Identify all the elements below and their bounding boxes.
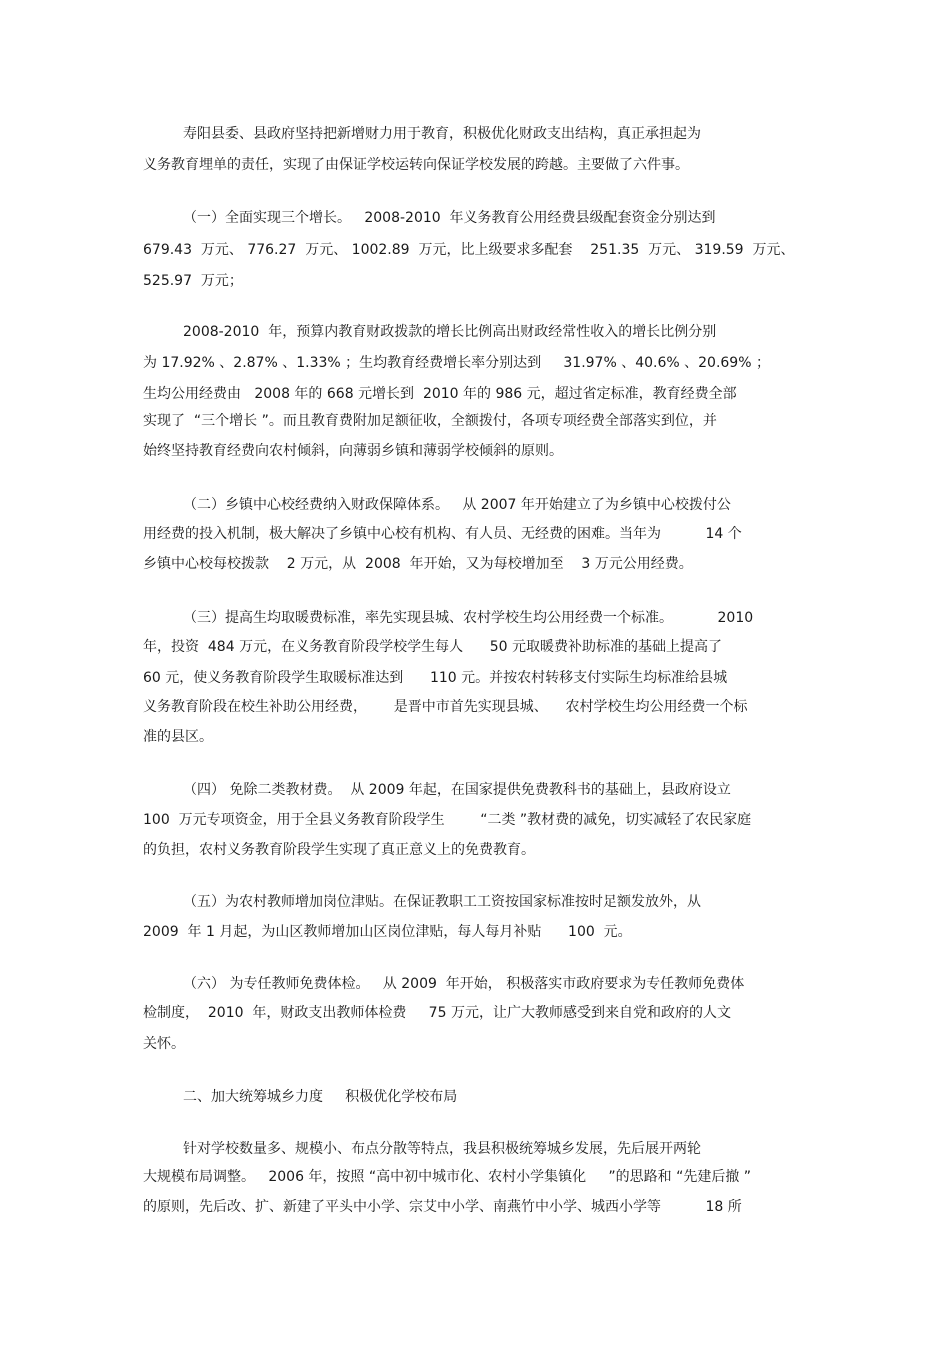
item-5-line-2: 2009 年 1 月起，为山区教师增加山区岗位津贴，每人每月补贴 100 元。: [143, 924, 632, 940]
section-2-para-line-3: 的原则，先后改、扩、新建了平头中小学、宗艾中小学、南燕竹中小学、城西小学等 18 所: [143, 1199, 742, 1215]
item-1-para-2-line-3: 生均公用经费由 2008 年的 668 元增长到 2010 年的 986 元，超过省定标准，教育经费全部: [143, 386, 737, 402]
item-1-heading-line: （一）全面实现三个增长。 2008-2010 年义务教育公用经费县级配套资金分别达到: [183, 210, 716, 226]
item-3-heading-line: （三）提高生均取暖费标准，率先实现县城、农村学校生均公用经费一个标准。 2010: [183, 610, 754, 626]
item-1-para-2-line-4: 实现了 “三个增长 ”。而且教育费附加足额征收，全额拨付，各项专项经费全部落实到位，并: [143, 413, 717, 429]
section-2-para-line-2: 大规模布局调整。 2006 年，按照 “高中初中城市化、农村小学集镇化 ”的思路和 “先建后撤 ”: [143, 1169, 752, 1185]
item-3-line-4: 义务教育阶段在校生补助公用经费， 是晋中市首先实现县城、 农村学校生均公用经费一个标: [143, 699, 748, 715]
paragraph-intro-line-2: 义务教育埋单的责任，实现了由保证学校运转向保证学校发展的跨越。主要做了六件事。: [143, 157, 689, 173]
item-1-para-2-line-2: 为 17.92% 、2.87% 、1.33% ；生均教育经费增长率分别达到 31.97% 、40.6% 、20.69% ；: [143, 355, 770, 371]
item-1-para-2-line-5: 始终坚持教育经费向农村倾斜，向薄弱乡镇和薄弱学校倾斜的原则。: [143, 443, 563, 459]
item-1-line-3: 525.97 万元；: [143, 273, 243, 289]
section-2-heading: 二、加大统筹城乡力度 积极优化学校布局: [183, 1089, 458, 1105]
item-6-heading-line: （六） 为专任教师免费体检。 从 2009 年开始， 积极落实市政府要求为专任教师免费体: [183, 976, 745, 992]
section-2-para-line-1: 针对学校数量多、规模小、布点分散等特点，我县积极统筹城乡发展，先后展开两轮: [183, 1141, 701, 1157]
item-5-heading-line: （五）为农村教师增加岗位津贴。在保证教职工工资按国家标准按时足额发放外，从: [183, 894, 701, 910]
item-4-heading-line: （四） 免除二类教材费。 从 2009 年起，在国家提供免费教科书的基础上，县政府设立: [183, 782, 731, 798]
item-2-line-2: 用经费的投入机制，极大解决了乡镇中心校有机构、有人员、无经费的困难。当年为 14 个: [143, 526, 742, 542]
item-3-line-5: 准的县区。: [143, 729, 213, 745]
item-3-line-3: 60 元，使义务教育阶段学生取暖标准达到 110 元。并按农村转移支付实际生均标准给县城: [143, 670, 728, 686]
item-4-line-3: 的负担，农村义务教育阶段学生实现了真正意义上的免费教育。: [143, 842, 535, 858]
item-6-line-3: 关怀。: [143, 1036, 185, 1052]
item-1-line-2: 679.43 万元、 776.27 万元、 1002.89 万元，比上级要求多配套 251.35 万元、 319.59 万元、: [143, 242, 795, 258]
paragraph-intro-line-1: 寿阳县委、县政府坚持把新增财力用于教育，积极优化财政支出结构，真正承担起为: [183, 126, 701, 142]
item-2-heading-line: （二）乡镇中心校经费纳入财政保障体系。 从 2007 年开始建立了为乡镇中心校拨付公: [183, 497, 731, 513]
item-2-line-3: 乡镇中心校每校拨款 2 万元，从 2008 年开始，又为每校增加至 3 万元公用经费。: [143, 556, 693, 572]
item-6-line-2: 检制度， 2010 年，财政支出教师体检费 75 万元，让广大教师感受到来自党和政府的人文: [143, 1005, 731, 1021]
item-1-para-2-line-1: 2008-2010 年，预算内教育财政拨款的增长比例高出财政经常性收入的增长比例分别: [183, 324, 717, 340]
item-4-line-2: 100 万元专项资金，用于全县义务教育阶段学生 “二类 ”教材费的减免，切实减轻了农民家庭: [143, 812, 752, 828]
item-3-line-2: 年，投资 484 万元，在义务教育阶段学校学生每人 50 元取暖费补助标准的基础上提高了: [143, 639, 723, 655]
